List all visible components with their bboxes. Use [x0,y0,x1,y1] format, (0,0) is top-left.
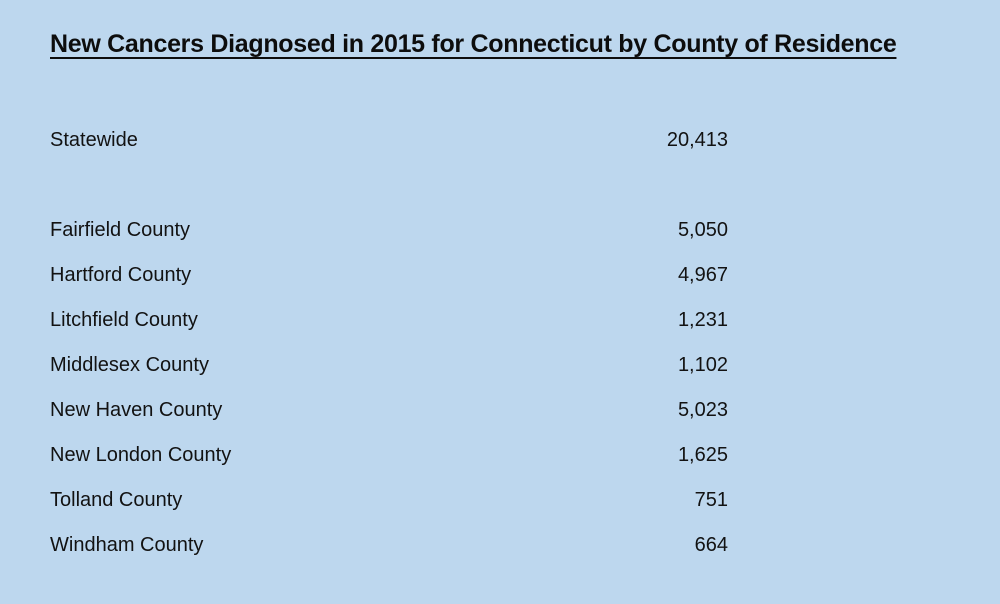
table-row-litchfield [50,308,728,332]
county-label: Hartford County [50,264,192,286]
table-row-middlesex [50,353,728,377]
page-title: New Cancers Diagnosed in 2015 for Connecticut by County of Residence [50,30,897,58]
statewide-value: 20,413 [666,129,728,151]
table-row-new-haven [50,398,728,422]
statewide-row [50,128,728,152]
county-label: New Haven County [50,399,223,421]
statewide-label: Statewide [50,129,138,151]
county-value: 5,023 [677,399,728,421]
table-row-fairfield [50,218,728,242]
county-value: 4,967 [677,264,728,286]
county-value: 1,231 [677,309,728,331]
table-row-tolland [50,488,728,512]
county-label: Tolland County [50,489,183,511]
county-label: Windham County [50,534,204,556]
county-value: 5,050 [677,219,728,241]
table-row-new-london [50,443,728,467]
county-value: 664 [694,534,728,556]
table-row-hartford [50,263,728,287]
county-value: 1,625 [677,444,728,466]
table-row-windham [50,533,728,557]
county-label: Middlesex County [50,354,209,376]
county-value: 1,102 [677,354,728,376]
county-label: New London County [50,444,232,466]
county-value: 751 [694,489,728,511]
county-label: Fairfield County [50,219,191,241]
county-label: Litchfield County [50,309,198,331]
